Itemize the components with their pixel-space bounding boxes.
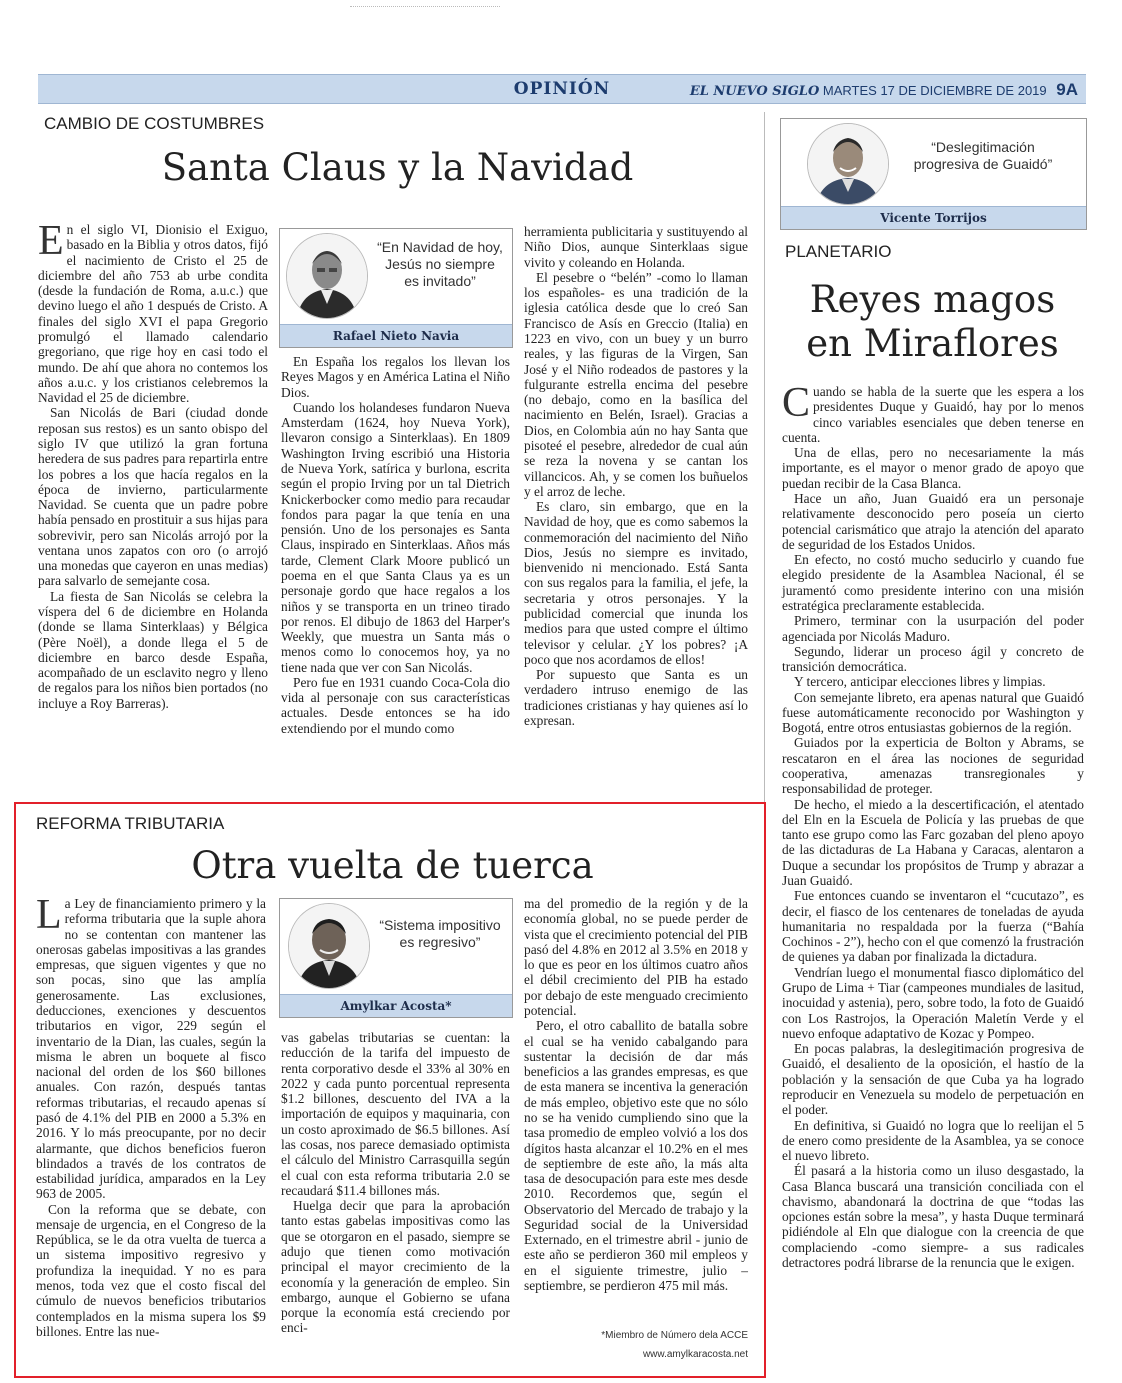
title-line: Reyes magos (809, 278, 1056, 321)
paragraph: Guiados por la experticia de Bolton y Abrams, se rescataron en el área las nociones de seguridad cooperativa, amenazas transregionales y responsabilidad de proteger. (782, 735, 1084, 797)
author-byline: Amylkar Acosta* (280, 994, 512, 1017)
article1-column-2 (281, 354, 510, 736)
article1-column-3 (524, 224, 748, 728)
article3-title: Otra vuelta de tuerca (191, 844, 594, 887)
page-number: 9A (1056, 80, 1078, 99)
paragraph: La fiesta de San Nicolás se celebra la víspera del 6 de diciembre en Holanda (donde se llama Sinterklaas) y Bélgica (Père Noël), a donde llega el 5 de diciembre en barco desde España, acompañado de un esclavito negro y lleno de regalos para los niños bien portados (no incluye a Roy Barreras). (38, 588, 268, 711)
author-byline: Rafael Nieto Navia (280, 324, 512, 347)
paragraph: En pocas palabras, la deslegitimación progresiva de Guaidó, el desaliento de la oposición, el hastío de la población y la sensación de que Cuba ya ha logrado reproducir en Venezuela su modelo de perpetuación en el poder. (782, 1041, 1084, 1118)
paragraph: Es claro, sin embargo, que en la Navidad de hoy, que es como sabemos la conmemoración del nacimiento del Niño Dios, Jesús no siempre es invitado, bienvenido ni mencionado. Está Santa con sus regalos para la familia, el jefe, la secretaria y otros personajes. Y la publicidad comercial que inunda los medios para que usted compre el último televisor y celular. ¿Y los pobres? ¡A poco que nos acordamos de ellos! (524, 499, 748, 667)
paragraph: Con semejante libreto, era apenas natural que Guaidó fuese automáticamente reconocido por Washington y Bogotá, entre otros entusiastas gobiernos de la región. (782, 689, 1084, 736)
publication-date: MARTES 17 DE DICIEMBRE DE 2019 (822, 83, 1047, 98)
paragraph: Con la reforma que se debate, con mensaje de urgencia, en el Congreso de la República, se le da otra vuelta de tuerca a un sistema impositivo regresivo y profundiza la inequidad. Y no es para menos, toda vez que el costo fiscal del cúmulo de nuevos beneficios tributarios contemplados en la misma supera los $9 billones. Entre las nue- (36, 1201, 266, 1339)
article1-title: Santa Claus y la Navidad (161, 146, 634, 189)
paragraph: Él pasará a la historia como un iluso desgastado, la Casa Blanca buscará una transición conciliada con el chavismo, abandonará la doctrina de que “todas las opciones están sobre la mesa”, y hasta Duque terminará pidiéndole al Eln que dialogue con la creencia de que complaciendo -como siempre- a sus radicales detractores podrá librarse de la renuncia que le exigen. (782, 1163, 1084, 1271)
article2-title (780, 278, 1085, 367)
paragraph: El pesebre o “belén” -como lo llaman los españoles- es una tradición de la iglesia católica desde que lo creó San Francisco de Asís en Greccio (Italia) en 1223 en vivo, con un buey y un burro reales, y las figuras de la Virgen, San José y el Niño rodeados de pastores y la fulgurante estrella encima del pesebre (no debajo, como en la basílica del nacimiento en Belén, Israel). Gracias a Dios, en Colombia aún no hay Santa que pisoteé el pesebre, alrededor de cual aún se reza la novena y se cantan los villancicos. Ah, y se comen los buñuelos y el arroz de leche. (524, 269, 748, 499)
author-website: www.amylkaracosta.net (642, 1349, 748, 1360)
paragraph: Pero fue en 1931 cuando Coca-Cola dio vida al personaje con sus características actuales. Desde entonces se ha ido extendiendo por el mundo como (281, 674, 510, 736)
article1-column-1 (38, 218, 268, 711)
paragraph: Por supuesto que Santa es un verdadero intruso enemigo de las tradiciones cristianas y hay quienes así lo expresan. (524, 667, 748, 728)
author-box (279, 898, 513, 1018)
author-byline: Vicente Torrijos (781, 206, 1086, 229)
paragraph: De hecho, el miedo a la descertificación, el atentado del Eln en la Escuela de Policía y las pruebas de que tanto ese grupo como las Farc gozaban del pleno apoyo de las dictaduras de La Habana y Caracas, alentaron a Duque a secundar los propósitos de Trump y abrazar a Juan Guaidó. (782, 796, 1084, 888)
paragraph: En España los regalos los llevan los Reyes Magos y en América Latina el Niño Dios. (281, 354, 510, 400)
paragraph: Vendrían luego el monumental fiasco diplomático del Grupo de Lima + Tiar (campeones mundiales de lasitud, inocuidad y astenia), pero, sobre todo, la foto de Guaidó con Los Rastrojos, la Operación Maletín Verde y el nuevo enfoque adaptativo de Kozac y Pompeo. (782, 964, 1084, 1041)
paragraph: n el siglo VI, Dionisio el Exiguo, basado en la Biblia y otros datos, fijó el nacimiento de Cristo el 25 de diciembre del año 753 ab urbe condita (desde la fundación de Roma, a.u.c.) que devino luego el año 1 después de Cristo. A finales del siglo XVI el papa Gregorio promulgó el llamado calendario gregoriano, que rige hoy en casi todo el mundo. De ahí que ahora no contemos los años a.u.c. y los cristianos celebremos la Navidad el 25 de diciembre. (38, 222, 268, 406)
article2-kicker: PLANETARIO (785, 242, 892, 261)
pull-quote: “En Navidad de hoy, Jesús no siempre es invitado” (377, 239, 503, 289)
paragraph: Segundo, liderar un proceso ágil y concreto de transición democrática. (782, 643, 1084, 675)
pull-quote: “Sistema impositivo es regresivo” (379, 917, 501, 950)
pull-quote: “Deslegitimación progresiva de Guaidó” (913, 139, 1053, 172)
masthead-info (690, 80, 1078, 100)
paragraph: En efecto, no costó mucho seducirlo y cuando fue elegido presidente de la Asamblea Nacional, él se juramentó como presidente interino con una misión estratégica preclaramente establecida. (782, 552, 1084, 613)
paragraph: uando se habla de la suerte que les espera a los presidentes Duque y Guaidó, hay por lo menos cinco variables esenciales que deben tenerse en cuenta. (782, 384, 1084, 445)
scan-artifact (350, 6, 500, 13)
masthead (38, 74, 1086, 104)
publication-name: EL NUEVO SIGLO (689, 84, 820, 99)
article1-kicker: CAMBIO DE COSTUMBRES (44, 114, 265, 133)
section-title: OPINIÓN (513, 79, 611, 99)
paragraph: Una de ellas, pero no necesariamente la más importante, es el mayor o menor grado de apoyo que puedan recibir de la Casa Blanca. (782, 445, 1084, 491)
article2-body (782, 380, 1084, 1271)
article3-column-1 (36, 892, 266, 1339)
paragraph: Primero, terminar con la usurpación del poder agenciada por Nicolás Maduro. (782, 613, 1084, 644)
paragraph: San Nicolás de Bari (ciudad donde reposan sus restos) es un santo obispo del siglo IV que utilizó la gran fortuna heredera de sus padres para repartirla entre los pobres a los que hacía regalos en la época de invierno, particularmente Navidad. Se cuenta que un padre pobre había pensado en prostituir a sus hijas para sobrevivir, pero san Nicolás arrojó por la ventana unos zapatos con oro (o arrojó una monedas que cayeron en unas medias) para salvarlo de semejante cosa. (38, 405, 268, 589)
title-line: en Miraflores (806, 322, 1059, 366)
article3-kicker: REFORMA TRIBUTARIA (36, 814, 225, 833)
author-portrait (288, 903, 370, 989)
drop-cap: L (36, 892, 62, 938)
article3-column-3 (524, 896, 748, 1293)
paragraph: Cuando los holandeses fundaron Nueva Amsterdam (1624, hoy Nueva York), llevaron consigo a Sinterklaas). En 1809 Washington Irving escribió una Historia de Nueva York, satírica y burlona, escrita según el propio Irving por un tal Dietrich Knickerbocker como medio para recaudar fondos para pagar la que tenía en una pensión. Uno de los personajes es Santa Claus, inspirado en Sinterklaas. Años más tarde, Clement Clark Moore publicó un poema en el que Santa Claus ya es un personaje gordo que hace regalos a los niños y se transporta en un trineo tirado por renos. El dibujo de 1863 del Harper's Weekly, que muestra un Santa más o menos como lo conocemos hoy, ya no tiene nada que ver con San Nicolás. (281, 399, 510, 675)
paragraph: ma del promedio de la región y de la economía global, no se puede perder de vista que el crecimiento potencial del PIB pasó del 4.8% en 2012 al 3.5% en 2018 y lo que es peor en los últimos cuatro años el débil crecimiento del PIB ha estado por debajo de este menguado crecimiento potencial. (524, 896, 748, 1018)
author-footnote: *Miembro de Número dela ACCE (601, 1330, 748, 1341)
paragraph: En definitiva, si Guaidó no logra que lo reelijan el 5 de enero como presidente de la Asamblea, ya se conoce el nuevo libreto. (782, 1117, 1084, 1164)
article3-column-2 (281, 1030, 510, 1336)
paragraph: a Ley de financiamiento primero y la reforma tributaria que la suple ahora no se contentan con mantener las onerosas gabelas impositivas a las grandes empresas, que siguen vigentes y que no son pocas, sino que las amplía generosamente. Las exclusiones, deducciones, exenciones y descuentos tributarios en vigor, 229 según el inventario de la Dian, las cuales, según la misma le abren un boquete al fisco nacional del orden de los $60 billones anuales. Con razón, después tantas reformas tributarias, el recaudo apenas sí pasó de 4.1% del PIB en 2000 a 5.3% en 2016. Y lo más preocupante, por no decir alarmante, que dichos beneficios fueron blindados a través de los contratos de estabilidad jurídica, amparados en la Ley 963 de 2005. (36, 896, 266, 1202)
paragraph: Y tercero, anticipar elecciones libres y limpias. (794, 674, 1046, 690)
paragraph: vas gabelas tributarias se cuentan: la reducción de la tarifa del impuesto de renta corporativo desde el 33% al 30% en 2022 y cada punto porcentual representa $1.2 billones, descuento del IVA a la importación de equipos y maquinaria, con un costo aproximado de $6.5 billones. Así las cosas, nos parece demasiado optimista el cálculo del Ministro Carrasquilla según el cual con esta reforma tributaria 2.0 se recaudará $11.4 billones más. (281, 1030, 510, 1198)
paragraph: herramienta publicitaria y sustituyendo al Niño Dios, aunque Sinterklaas sigue vivito y coleando en Holanda. (524, 224, 748, 270)
drop-cap: C (782, 380, 811, 426)
author-box (279, 228, 513, 348)
paragraph: Hace un año, Juan Guaidó era un personaje relativamente desconocido pero poseía un cierto potencial carismático que atrajo la atención del aparato de seguridad de los Estados Unidos. (782, 490, 1084, 552)
drop-cap: E (38, 218, 64, 264)
author-portrait (807, 123, 889, 205)
paragraph: Pero, el otro caballito de batalla sobre el cual se ha venido cabalgando para sustentar la decisión de dar más beneficios a las grandes empresas, es que de esta manera se incentiva la generación de más empleo, objetivo este que no sólo no se ha venido cumpliendo sino que la tasa promedio de empleo volvió a los dos dígitos hasta alcanzar el 10.2% en el mes de septiembre de este año, la más alta tasa de desocupación para este mes desde 2010. Recordemos que, según el Observatorio del Mercado de trabajo y la Seguridad social de la Universidad Externado, en el trimestre abril - junio de este año se perdieron 360 mil empleos y en el siguiente trimestre, julio – septiembre, se perdieron 475 mil más. (524, 1018, 748, 1294)
author-box (780, 118, 1087, 230)
author-portrait (286, 233, 368, 319)
paragraph: Fue entonces cuando se inventaron el “cucutazo”, es decir, el fiasco de los centenares de toneladas de ayuda humanitaria no respaldada por la fuerza (“Bahía Cochinos - 2”), hecho con el que comenzó la frustración de quienes ya daban por finalizada la dictadura. (782, 888, 1084, 965)
paragraph: Huelga decir que para la aprobación tanto estas gabelas impositivas como las que se otorgaron en el pasado, siempre se adujo que tienen como motivación principal el mayor crecimiento de la economía y la generación de empleo. Sin embargo, aunque el Gobierno se ufana porque la economía está creciendo por enci- (281, 1198, 510, 1336)
